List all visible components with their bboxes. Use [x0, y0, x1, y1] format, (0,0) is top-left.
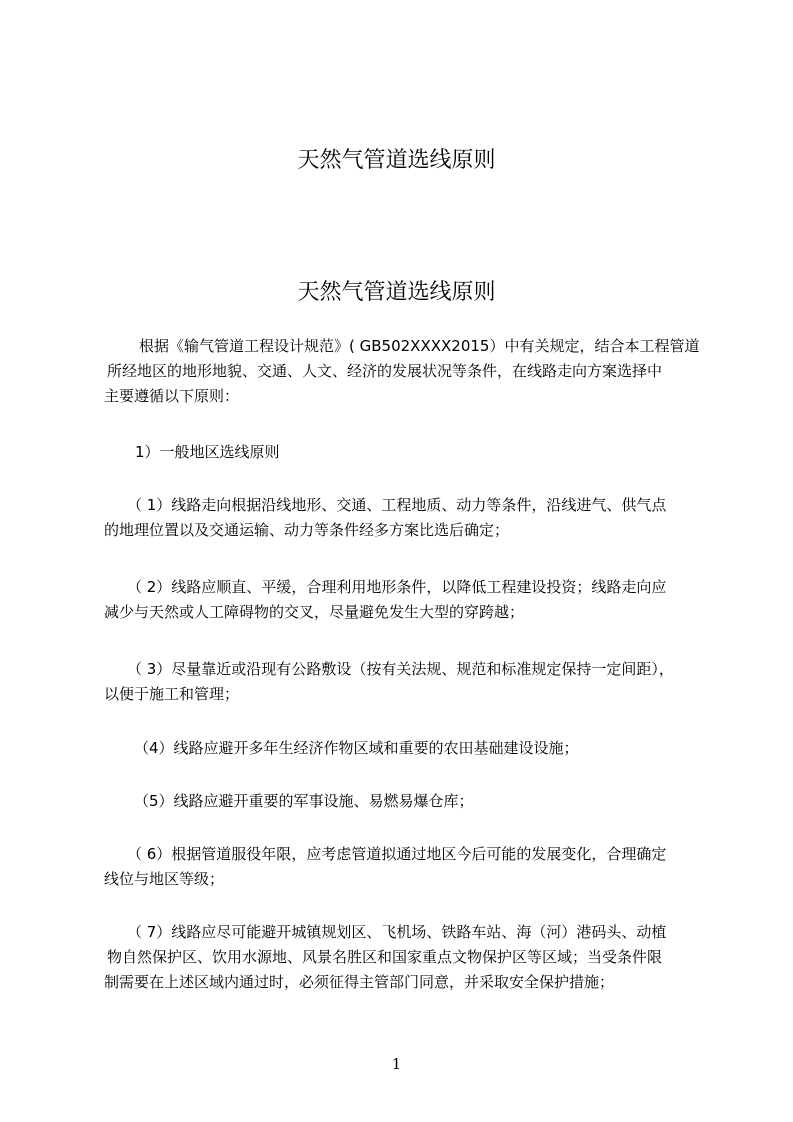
- list-item-line: 线位与地区等级；: [104, 870, 225, 888]
- list-item-line: 减少与天然或人工障碍物的交叉，尽量避免发生大型的穿跨越；: [104, 603, 525, 621]
- list-item: [104, 657, 716, 707]
- list-item-line: 的地理位置以及交通运输、动力等条件经多方案比选后确定；: [104, 521, 510, 539]
- list-item-line: （ 7）线路应尽可能避开城镇规划区、飞机场、铁路车站、海（河）港码头、动植: [127, 923, 667, 941]
- list-item: [104, 493, 716, 543]
- list-item-line: （ 3）尽量靠近或沿现有公路敷设（按有关法规、规范和标准规定保持一定间距），: [127, 660, 674, 678]
- list-item-line: 以便于施工和管理；: [104, 685, 240, 703]
- list-item: [104, 736, 716, 761]
- header-title: 天然气管道选线原则: [297, 148, 496, 173]
- list-item: [104, 789, 716, 814]
- section-heading: 1）一般地区选线原则: [135, 443, 280, 461]
- page-title: 天然气管道选线原则: [297, 280, 496, 305]
- intro-line: 所经地区的地形地貌、交通、人文、经济的发展状况等条件，在线路走向方案选择中: [107, 362, 663, 380]
- page-number: 1: [391, 1055, 402, 1073]
- list-item: [104, 920, 716, 995]
- list-item-line: （ 6）根据管道服役年限，应考虑管道拟通过地区今后可能的发展变化，合理确定: [127, 845, 667, 863]
- list-item-line: （5）线路应避开重要的军事设施、易燃易爆仓库；: [134, 792, 474, 810]
- intro-line: 根据《输气管道工程设计规范》( GB502XXXX2015）中有关规定，结合本工程管道: [139, 337, 700, 355]
- list-item-line: 制需要在上述区域内通过时，必须征得主管部门同意，并采取安全保护措施；: [104, 973, 615, 991]
- intro-line: 主要遵循以下原则：: [104, 387, 240, 405]
- list-item: [104, 842, 716, 892]
- list-item-line: （ 1）线路走向根据沿线地形、交通、工程地质、动力等条件，沿线进气、供气点: [127, 496, 667, 514]
- list-item: [104, 575, 716, 625]
- list-item-line: （ 2）线路应顺直、平缓，合理利用地形条件，以降低工程建设投资；线路走向应: [127, 578, 667, 596]
- list-item-line: （4）线路应避开多年生经济作物区域和重要的农田基础建设设施；: [134, 739, 579, 757]
- intro-paragraph: [104, 334, 716, 409]
- list-item-line: 物自然保护区、饮用水源地、风景名胜区和国家重点文物保护区等区域；当受条件限: [107, 948, 663, 966]
